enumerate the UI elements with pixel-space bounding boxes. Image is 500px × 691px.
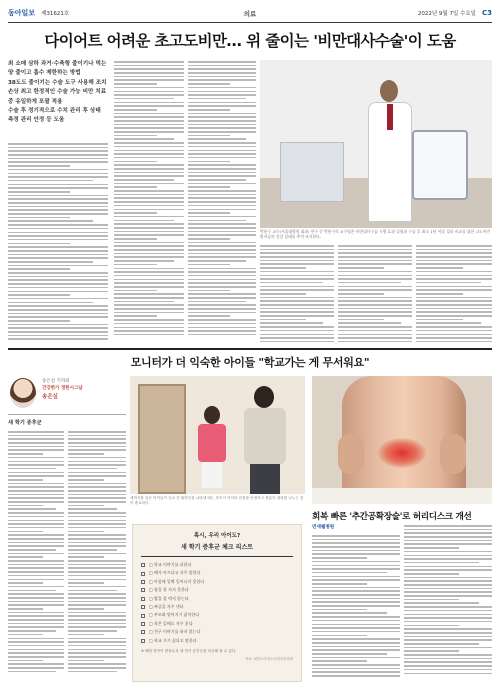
- checkbox-icon: [141, 597, 145, 601]
- parent-child-photo: [130, 376, 305, 494]
- issue-number: 제31621호: [41, 11, 70, 17]
- checklist-item: □ 짜증을 자주 낸다: [141, 603, 293, 611]
- surgical-device: [412, 130, 468, 200]
- avatar: [10, 378, 36, 408]
- article-body-col-5: [338, 244, 412, 347]
- doctor-figure: [368, 80, 412, 220]
- checkbox-icon: [141, 563, 145, 567]
- checklist-box: [132, 524, 302, 682]
- checkbox-icon: [141, 639, 145, 643]
- article-body-col-2: [114, 60, 184, 347]
- section3-headline: 회복 빠른 '추간공확장술'로 허리디스크 개선: [312, 512, 472, 522]
- masthead: [8, 6, 492, 20]
- article-body-col-3: [188, 60, 256, 347]
- checklist-title-top: 혹시, 우리 아이도?: [193, 533, 241, 539]
- medical-cart: [280, 142, 344, 202]
- author-box: [8, 376, 126, 416]
- checklist-source: 자료: 대한소아청소년정신의학회: [244, 657, 293, 662]
- checkbox-icon: [141, 588, 145, 592]
- back-pain-photo: [312, 376, 492, 504]
- checkbox-icon: [141, 580, 145, 584]
- page-number: C3: [481, 9, 492, 17]
- checklist-item: □ 작은 일에도 자주 운다: [141, 620, 293, 628]
- checklist-item: □ 밥을 잘 먹지 않는다: [141, 595, 293, 603]
- newspaper-logo: 동아일보: [8, 9, 36, 17]
- right-hand: [440, 434, 466, 474]
- section-title: 의료: [243, 9, 257, 18]
- issue-date: 2022년 9월 7일 수요일: [417, 11, 476, 17]
- checkbox-icon: [141, 572, 145, 576]
- checklist-item: □ 배가 아프다고 자주 말한다: [141, 569, 293, 577]
- article-lead: 최 소매 삼하 과거·수축형 줄이기나 먹는 양 줄이고 흡수 제한하는 방법 38도도 줄이기는 수술 도구 사용해 조치 손상 최고 한정적인 수술 가능 비만 치료 중 유일하게 포괄 적용 수술 후 정기적으로 수치 관리 후 상태 측정 관리 안정 등 도움: [8, 61, 107, 124]
- author-tag: 송은실 기자의: [42, 379, 70, 384]
- pain-highlight: [378, 438, 426, 468]
- article-body-col-6: [416, 244, 492, 347]
- checklist-note: ※ 해당 항목이 많을수록 새 학기 증후군을 의심해 볼 수 있다.: [141, 649, 237, 654]
- column-name: 새 학기 증후군: [8, 420, 42, 426]
- checkbox-icon: [141, 614, 145, 618]
- section2-body-col-1: [8, 430, 64, 686]
- checklist-item: □ 잠을 잘 자지 못한다: [141, 586, 293, 594]
- checklist-item: □ 학교 가기 싫다고 말한다: [141, 637, 293, 645]
- article-body-col-1: [8, 142, 108, 347]
- checkbox-icon: [141, 605, 145, 609]
- section2-body-col-2: [68, 430, 126, 686]
- section3-byline: 연세웰병원: [312, 525, 335, 530]
- checkbox-icon: [141, 622, 145, 626]
- checklist-item: □ 친구 이야기를 하지 않는다: [141, 628, 293, 636]
- main-headline: 다이어트 어려운 초고도비만… 위 줄이는 '비만대사수술'이 도움: [44, 32, 456, 50]
- doctor-photo: [260, 60, 492, 228]
- parent-child-photo-caption: 새학기를 앞둔 아이들이 등교 전 불안감을 나타낼 때는 부모가 아이의 감정을 인정하고 충분히 대화를 나누는 것이 중요하다.: [130, 496, 304, 505]
- left-hand: [338, 434, 364, 474]
- section3-body-col-1: [312, 534, 400, 684]
- checklist-item: □ 학교 이야기를 피한다: [141, 561, 293, 569]
- section-divider: [8, 348, 492, 350]
- child-figure: [198, 406, 226, 486]
- article-body-col-4: [260, 244, 334, 347]
- section2-headline: 모니터가 더 익숙한 아이들 "학교가는 게 무서워요": [130, 356, 370, 369]
- author-rule: [8, 414, 126, 415]
- parent-figure: [242, 386, 288, 494]
- checklist-title: 새 학기 증후군 체크 리스트: [180, 544, 254, 551]
- checklist-item: □ 아침에 일찍 일어나지 못한다: [141, 578, 293, 586]
- checkbox-icon: [141, 630, 145, 634]
- checklist-item: □ 부모와 떨어지기 싫어한다: [141, 611, 293, 619]
- top-rule: [8, 22, 492, 23]
- section3-body-col-2: [404, 524, 492, 684]
- author-name: 송은실: [42, 394, 58, 400]
- doctor-photo-caption: 박용수 교수(서울대병원 외과) 연구 중 박용수의 교수팀은 비만대사수술 시행 효과 실험과 수술 후 최소 1년 이상 성과 비교를 위한 고도비만 환자들의 건강 상태를 추적 조사한다.: [260, 229, 491, 239]
- column-series: 건강한가 정한시그날: [42, 386, 83, 391]
